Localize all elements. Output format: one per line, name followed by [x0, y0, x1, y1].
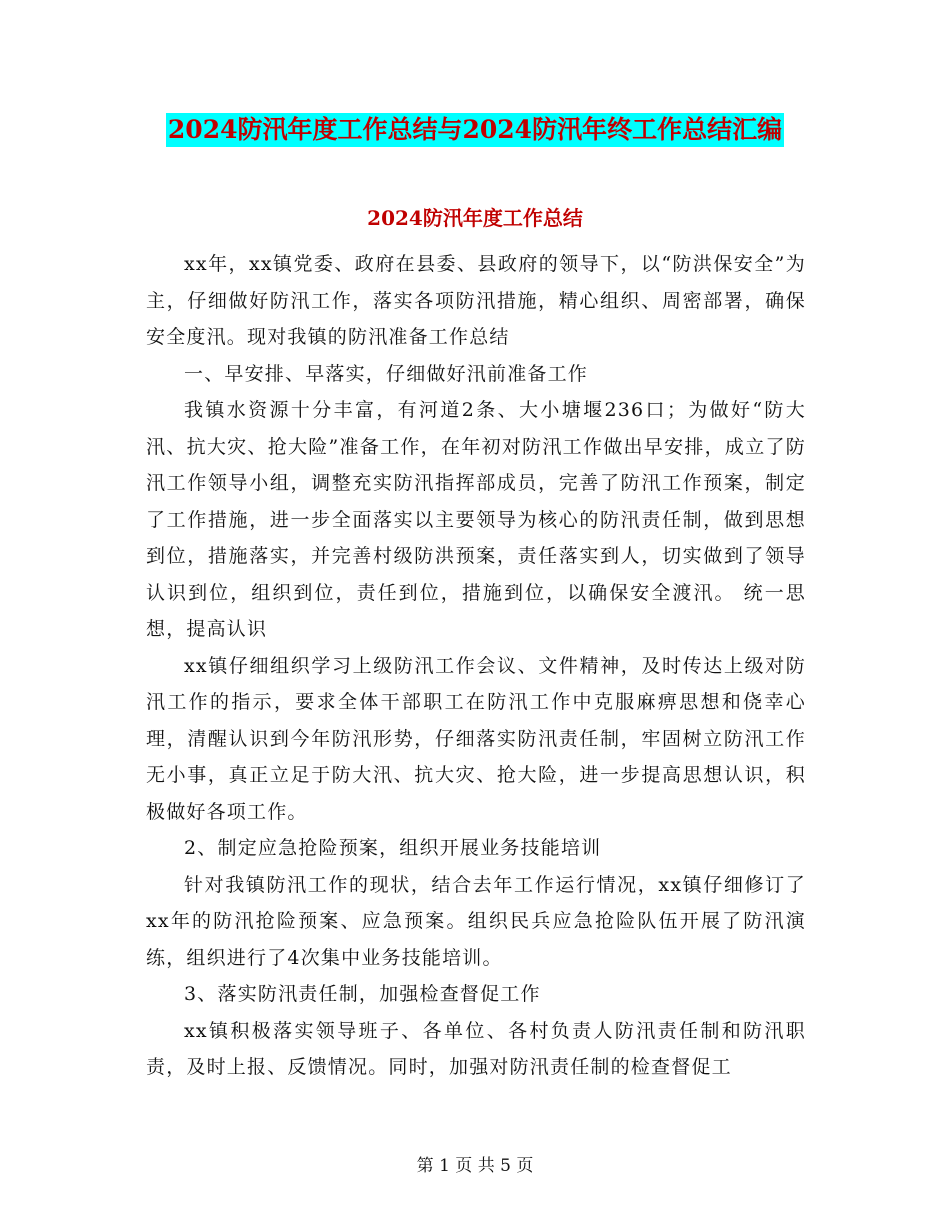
- paragraph-study-spirit: xx镇仔细组织学习上级防汛工作会议、文件精神，及时传达上级对防汛工作的指示，要求全体干部职工在防汛工作中克服麻痹思想和侥幸心理，清醒认识到今年防汛形势，仔细落实防汛责任制，牢固树立防汛工作无小事，真正立足于防大汛、抗大灾、抢大险，进一步提高思想认识，积极做好各项工作。: [146, 654, 806, 823]
- document-title: 2024防汛年度工作总结与2024防汛年终工作总结汇编: [166, 113, 784, 147]
- paragraph-responsibility: xx镇积极落实领导班子、各单位、各村负责人防汛责任制和防汛职责，及时上报、反馈情况。同时，加强对防汛责任制的检查督促工: [146, 1019, 806, 1078]
- paragraph-water-resources: 我镇水资源十分丰富，有河道2条、大小塘堰236口；为做好“防大汛、抗大灾、抢大险”准备工作，在年初对防汛工作做出早安排，成立了防汛工作领导小组，调整充实防汛指挥部成员，完善了防汛工作预案，制定了工作措施，进一步全面落实以主要领导为核心的防汛责任制，做到思想到位，措施落实，并完善村级防洪预案，责任落实到人，切实做到了领导认识到位，组织到位，责任到位，措施到位，以确保安全渡汛。 统一思想，提高认识: [146, 399, 806, 640]
- heading-early-arrangement: 一、早安排、早落实，仔细做好汛前准备工作: [184, 362, 589, 385]
- paragraph-intro: xx年，xx镇党委、政府在县委、县政府的领导下，以“防洪保安全”为主，仔细做好防汛工作，落实各项防汛措施，精心组织、周密部署，确保安全度汛。现对我镇的防汛准备工作总结: [146, 253, 806, 348]
- heading-responsibility: 3、落实防汛责任制，加强检查督促工作: [184, 983, 541, 1005]
- document-body: [146, 246, 806, 1086]
- paragraph-emergency-plan: 针对我镇防汛工作的现状，结合去年工作运行情况，xx镇仔细修订了xx年的防汛抢险预案、应急预案。组织民兵应急抢险队伍开展了防汛演练，组织进行了4次集中业务技能培训。: [146, 873, 806, 969]
- heading-emergency-plan: 2、制定应急抢险预案，组织开展业务技能培训: [184, 837, 602, 859]
- document-title-container: [0, 113, 950, 147]
- section-title: 2024防汛年度工作总结: [367, 206, 583, 230]
- page-footer: 第 1 页 共 5 页: [416, 1156, 534, 1176]
